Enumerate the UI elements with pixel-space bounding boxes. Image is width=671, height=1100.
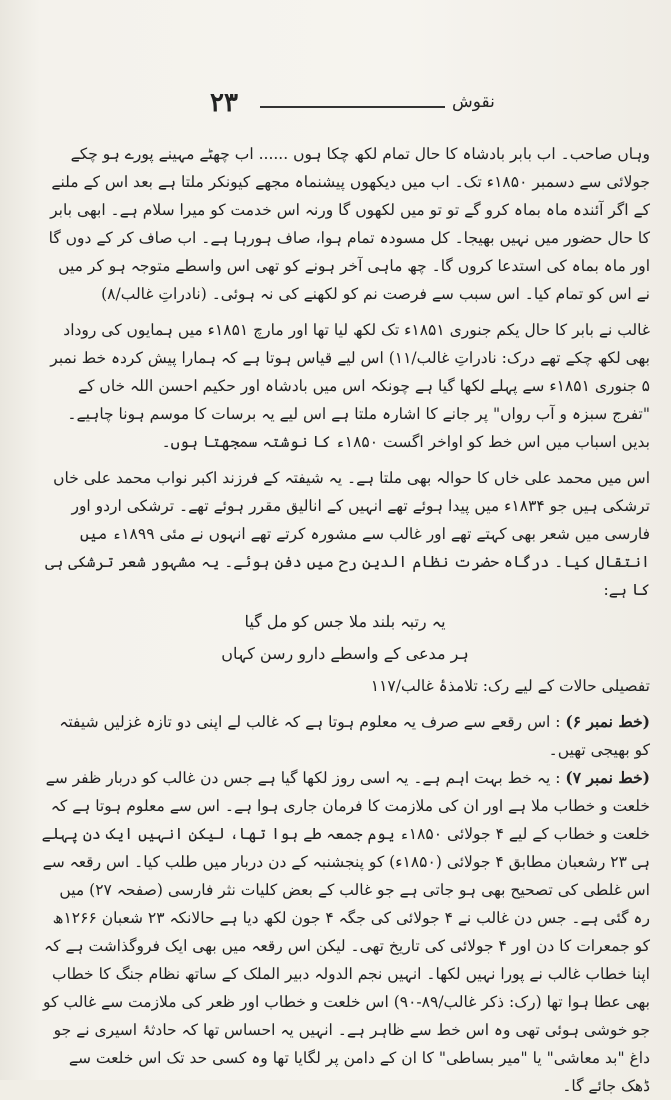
entry-6 [40, 708, 650, 764]
header-rule [260, 106, 445, 108]
entry-6-label: (خط نمبر ۶) [565, 712, 650, 731]
paragraph-2: غالب نے بابر کا حال یکم جنوری ۱۸۵۱ء تک لکھ لیا تھا اور مارچ ۱۸۵۱ء میں ہمایوں کی روداد بھی لکھ چکے تھے درک: نادراتِ غالب/۱۱) اس لیے قیاس ہوتا ہے کہ ہمارا پیش کردہ خط نمبر ۵ جنوری ۱۸۵۱ء سے پہلے لکھا گیا ہے چونکہ اس میں بادشاہ اور حکیم احسن اللہ خاں کے "تفرج سبزہ و آب رواں" پر جانے کا اشارہ ملتا ہے اس لیے یہ برسات کا موسم ہونا چاہیے۔ بدیں اسباب میں اس خط کو اواخر اگست ۱۸۵۰ء کا نوشتہ سمجھتا ہوں۔ [50, 321, 650, 451]
page-number: ۲۳ [210, 88, 238, 118]
verse-line-2: ہر مدعی کے واسطے دارو رسن کہاں [221, 644, 469, 663]
page-header [200, 88, 500, 128]
paragraph-1: وہاں صاحب۔ اب بابر بادشاہ کا حال تمام لکھ چکا ہوں ...... اب چھٹے مہینے پورے ہو چکے جولائی سے دسمبر ۱۸۵۰ء تک۔ اب میں دیکھوں پیشنماہ مجھے کیونکر ملتا ہے بعد اس کے ملنے کے اگر آئندہ ماہ بماہ کرو گے تو تو میں لکھوں گا ورنہ اس خدمت کو میرا سلام ہے۔ ابھی بابر کا حال حضور میں نہیں بھیجا۔ کل مسودہ تمام ہوا، صاف ہورہا ہے۔ اب صاف کر کے دوں گا اور ماہ بماہ کی استدعا کروں گا۔ چھ ماہی آخر ہونے کو تھی اس واسطے متوجہ ہو کر میں نے اس کو تمام کیا۔ اس سبب سے فرصت نم کو لکھنے کی نہ ہوئی۔ (نادراتِ غالب/۸) [48, 145, 650, 303]
paragraph-3: اس میں محمد علی خاں کا حوالہ بھی ملتا ہے۔ یہ شیفتہ کے فرزند اکبر نواب محمد علی خاں ترشکی ہیں جو ۱۸۳۴ء میں پیدا ہوئے تھے انہیں کے انالیق مقرر ہوئے تھے۔ ترشکی اردو اور فارسی میں شعر بھی کہتے تھے اور غالب سے مشورہ کرتے تھے انہوں نے مئی ۱۸۹۹ء میں انتقال کیا۔ درگاہ حضرت نظام الدین رح میں دفن ہوئے۔ یہ مشہور شعر ترشکی ہی کا ہے: [45, 469, 650, 599]
entry-6-text: : اس رقعے سے صرف یہ معلوم ہوتا ہے کہ غالب لے اپنی دو تازہ غزلیں شیفتہ کو بھیجی تھیں۔ [59, 713, 650, 759]
journal-title: نقوش [452, 92, 495, 112]
entry-7 [40, 764, 650, 1100]
entry-7-text: : یہ خط بہت اہم ہے۔ یہ اسی روز لکھا گیا ہے جس دن غالب کو دربار ظفر سے خلعت و خطاب ملا ہے اور ان کی ملازمت کا فرمان جاری ہوا ہے۔ اس سے معلوم ہوتا ہے کہ خلعت و خطاب کے لیے ۴ جولائی ۱۸۵۰ء یوم جمعہ طے ہوا تھا، لیکن انہیں ایک دن پہلے ہی ۲۳ رشعبان مطابق ۴ جولائی (۱۸۵۰ء) کو پنجشنبہ کے دن دربار میں طلب کیا۔ اس رقعہ سے اس غلطی کی تصحیح بھی ہو جاتی ہے جو غالب کے بعض کلیات نثر فارسی (صفحہ ۲۷) میں رہ گئی ہے۔ جس دن غالب نے ۴ جولائی کی جگہ ۴ جون لکھ دیا ہے حالانکہ ۲۳ شعبان ۱۲۶۶ھ کو جمعرات کا دن اور ۴ جولائی کی تاریخ تھی۔ لیکن اس رقعہ میں بھی ایک فروگذاشت ہے کہ اپنا خطاب غالب نے پورا نہیں لکھا۔ انہیں نجم الدولہ دبیر الملک کے ساتھ نظام جنگ کا خطاب بھی عطا ہوا تھا (رک: ذکر غالب/۸۹-۹۰) اس خلعت و خطاب اور ظعر کی ملازمت سے غالب کو جو خوشی ہوئی تھی وہ اس خط سے ظاہر ہے۔ انہیں یہ احساس تھا کہ حادثۂ اسیری نے جو داغ "بد معاشی" یا "میر بساطی" کا ان کے دامن پر لگایا تھا وہ کسی حد تک اس خلعت سے ڈھک جائے گا۔ [41, 769, 650, 1095]
detail-note: تفصیلی حالات کے لیے رک: تلامذۂ غالب/۱۱۷ [370, 677, 650, 695]
entry-7-label: (خط نمبر ۷) [565, 768, 650, 787]
verse-line-1: یہ رتبہ بلند ملا جس کو مل گیا [244, 612, 446, 631]
document-body [40, 140, 650, 1100]
